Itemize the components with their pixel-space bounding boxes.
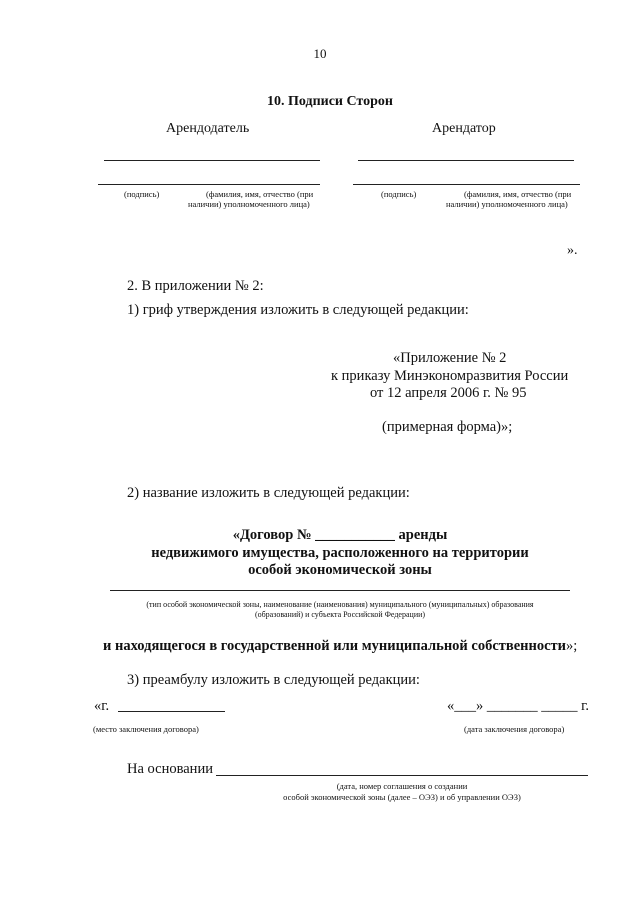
page-number: 10 (313, 46, 327, 61)
closing-quote: ». (567, 243, 578, 258)
landlord-signature-line-2 (98, 184, 320, 185)
tenant-name-caption-2: наличии) уполномоченного лица) (446, 199, 568, 209)
zone-caption-line-1: (тип особой экономической зоны, наименование (наименования) муниципального (муниципальных) образования (146, 600, 534, 609)
ownership-suffix: »; (566, 638, 578, 654)
tenant-signature-line-2 (353, 184, 580, 185)
tenant-label: Арендатор (432, 121, 496, 136)
basis-caption-line-1: (дата, номер соглашения о создании (336, 781, 468, 791)
item-1: 1) гриф утверждения изложить в следующей редакции: (127, 302, 469, 318)
tenant-signature-caption: (подпись) (381, 189, 417, 199)
contract-title-line-2: недвижимого имущества, расположенного на территории (151, 545, 529, 561)
basis-caption-line-2: особой экономической зоны (далее – ОЭЗ) и об управлении ОЭЗ) (283, 792, 521, 802)
contract-title-line-3: особой экономической зоны (248, 562, 432, 578)
landlord-signature-line-1 (104, 160, 320, 161)
item-2: 2) название изложить в следующей редакции: (127, 485, 410, 501)
contract-date-template: «___» _______ _____ г. (447, 698, 590, 714)
contract-title-line-1: «Договор № ___________ аренды (232, 527, 448, 543)
section-title: 10. Подписи Сторон (267, 94, 393, 109)
basis-fill-line (216, 775, 588, 776)
landlord-signature-caption: (подпись) (124, 189, 160, 199)
landlord-label: Арендодатель (166, 121, 250, 136)
city-fill-line (118, 711, 225, 712)
zone-caption-line-2: (образований) и субъекта Российской Федерации) (254, 610, 426, 619)
basis-label: На основании (127, 761, 213, 777)
approval-line-1: «Приложение № 2 (393, 350, 507, 366)
city-prefix: «г. (94, 698, 110, 714)
approval-line-3: от 12 апреля 2006 г. № 95 (370, 385, 527, 401)
item-3: 3) преамбулу изложить в следующей редакции: (127, 672, 420, 688)
zone-fill-line (110, 590, 570, 591)
place-caption: (место заключения договора) (93, 724, 199, 734)
date-caption: (дата заключения договора) (464, 724, 565, 734)
paragraph-2: 2. В приложении № 2: (127, 278, 264, 294)
ownership-text: и находящегося в государственной или муниципальной собственности (103, 638, 567, 654)
tenant-signature-line-1 (358, 160, 574, 161)
approval-line-2: к приказу Минэкономразвития России (331, 368, 569, 384)
landlord-name-caption-2: наличии) уполномоченного лица) (188, 199, 310, 209)
ownership-line (103, 638, 577, 655)
landlord-name-caption-1: (фамилия, имя, отчество (при (206, 189, 314, 199)
tenant-name-caption-1: (фамилия, имя, отчество (при (464, 189, 572, 199)
approval-line-4: (примерная форма)»; (382, 419, 513, 435)
